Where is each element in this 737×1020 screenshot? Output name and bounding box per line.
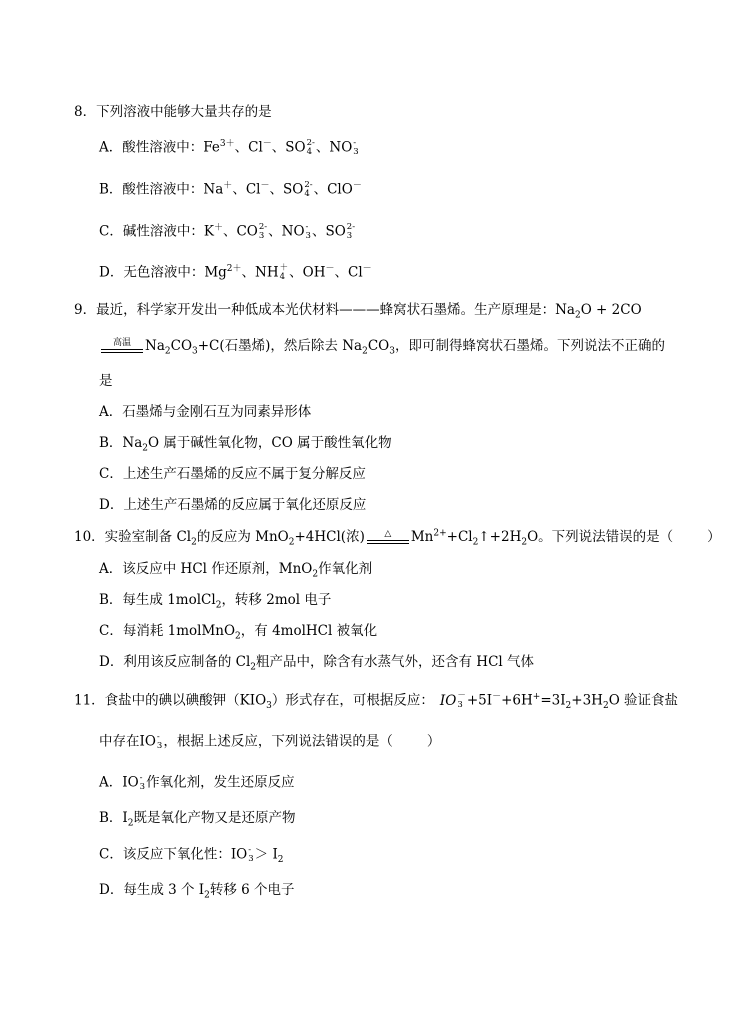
q11-stem-line2: 中存在IO - 3 ，根据上述反应，下列说法错误的是（ ） (99, 732, 441, 751)
q8-option-c: C．碱性溶液中：K＋、CO 2- 3 、NO - 3 、SO 2- 3 (99, 222, 356, 241)
q10-option-c: C．每消耗 1molMnO$_2$，有 4molHCl 被氧化 (99, 623, 378, 642)
reaction-condition-arrow: 高温 (101, 339, 143, 355)
q8-option-b: B．酸性溶液中：Na＋、Cl－、SO 2- 4 、ClO－ (99, 180, 362, 199)
q10-option-a: A．该反应中 HCl 作还原剂，MnO$_2$作氧化剂 (99, 561, 373, 580)
q9-option-b: B．$Na_2O$ 属于碱性氧化物，CO 属于酸性氧化物 (99, 435, 392, 454)
q9-option-c: C．上述生产石墨烯的反应不属于复分解反应 (99, 466, 366, 482)
reaction-condition-arrow: △ (367, 530, 409, 546)
q11-option-b: B．$I_2$既是氧化产物又是还原产物 (99, 810, 296, 829)
q9-stem-line2: 高温 $Na_2CO_3+C$(石墨烯)，然后除去 $Na_2CO_3$，即可制得蜂窝状石墨烯。下列说法不正确的 (99, 338, 665, 355)
q10-option-b: B．每生成 1molCl$_2$，转移 2mol 电子 (99, 592, 332, 611)
q11-stem-line1: 11．食盐中的碘以碘酸钾$(KIO_3)$形式存在，可根据反应： IO － 3 $+5I^-+6H^+=3I_2+3H_2O$ 验证食盐 (74, 691, 679, 712)
q9-stem-line3: 是 (99, 373, 113, 389)
q11-option-d: D．每生成 3 个 $I_2$转移 6 个电子 (99, 882, 295, 901)
q8-option-a: A．酸性溶液中：$Fe^{3+}$、Cl－、SO 2- 4 、NO - 3 (99, 138, 359, 157)
q10-option-d: D．利用该反应制备的 $Cl_2$粗产品中，除含有水蒸气外，还含有 HCl 气体 (99, 654, 535, 673)
q10-stem: 10．实验室制备 $Cl_2$的反应为 MnO$_2$+4HCl(浓) △ $Mn^{2+}+Cl_2↑+2H_2O$。下列说法错误的是（ ） (74, 528, 721, 548)
q8-stem: 8．下列溶液中能够大量共存的是 (74, 104, 272, 120)
q9-option-d: D．上述生产石墨烯的反应属于氧化还原反应 (99, 497, 367, 513)
q8-option-d: D．无色溶液中：$Mg^{2+}$、NH ＋ 4 、OH－、Cl－ (99, 263, 372, 282)
q9-option-a: A．石墨烯与金刚石互为同素异形体 (99, 404, 312, 420)
q11-option-c: C．该反应下氧化性：IO - 3 ＞ $I_2$ (99, 845, 284, 866)
q9-stem-line1: 9．最近，科学家开发出一种低成本光伏材料———蜂窝状石墨烯。生产原理是：$Na_2O + 2CO$ (74, 302, 642, 321)
q11-option-a: A．IO - 3 作氧化剂，发生还原反应 (99, 773, 295, 792)
